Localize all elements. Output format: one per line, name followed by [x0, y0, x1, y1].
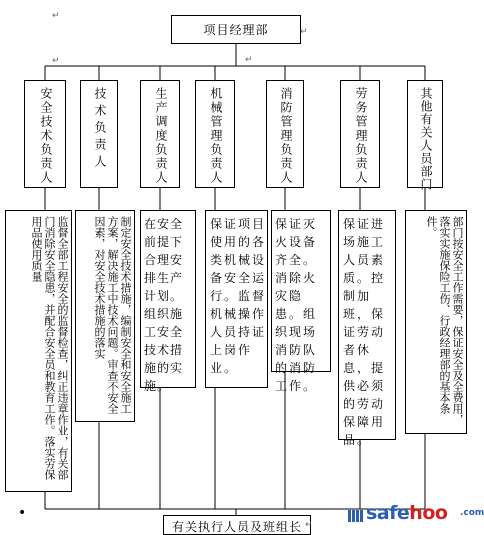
logo-stripes: [348, 510, 364, 522]
duty-text-fire: 保证灭火设备齐全。消除火灾隐患。组织现场消防队的消防工作。: [275, 217, 318, 393]
logo-brand-a: safe: [366, 502, 410, 524]
duty-box-others: [405, 210, 467, 434]
manager-label-fire: 消防管理负责人: [279, 87, 293, 185]
manager-box-labor: [340, 80, 380, 188]
manager-label-tech: 技术负责人: [93, 87, 107, 172]
manager-label-production: 生产调度负责人: [154, 87, 168, 185]
project-manager-label: 项目经理部: [203, 23, 269, 37]
safehoo-logo: [348, 500, 484, 530]
manager-label-machinery: 机械管理负责人: [209, 87, 223, 185]
executor-label: 有关执行人员及班组长: [171, 520, 302, 534]
duty-box-labor: [338, 210, 396, 447]
duty-text-tech: 制定安全技术措施，编制安全和安全施工方案，解决施工中技术问题。审查不安全因素，对安全技术措施的落实: [93, 216, 132, 414]
duty-text-safety-tech: 监督全部工程安全的监督检查，纠正违章作业，有关部门消除安全隐患，并配合安全员和教育工作。落实劳保用品使用质量: [30, 216, 69, 480]
logo-text: [366, 502, 447, 524]
duty-text-production: 在安全前提下合理安排生产计划。组织施工安全技术措施的实施。: [144, 217, 184, 393]
duty-box-production: [140, 210, 196, 393]
manager-label-safety-tech: 安全技术负责人: [39, 87, 53, 185]
paragraph-mark: •: [18, 505, 27, 521]
manager-box-others: [407, 80, 443, 191]
logo-suffix: .com: [460, 508, 484, 518]
manager-box-safety-tech: [24, 80, 66, 188]
paragraph-mark: ↵: [245, 55, 253, 65]
duty-text-others: 部门按安全工作需要，保证安全及全费用，落实实施保险工伤、行政经理部的基本条件。: [425, 216, 464, 425]
project-manager-box: [171, 15, 301, 44]
logo-brand-b: hoo: [409, 502, 448, 524]
duty-text-labor: 保证进场施工人员素质。控制加班，保证劳动者休息，提供必须的劳动保障用品。: [343, 217, 386, 447]
paragraph-mark: ↵: [52, 56, 60, 66]
duty-text-machinery: 保证项目使用的各类机械设备安全运行。监督机械操作人员持证上岗作业。: [210, 217, 267, 375]
duty-box-machinery: [205, 210, 268, 388]
manager-box-machinery: [195, 80, 235, 188]
manager-box-tech: [80, 80, 118, 188]
manager-box-fire: [266, 80, 304, 188]
duty-box-tech: [75, 210, 135, 422]
paragraph-mark: ↵: [305, 520, 313, 530]
paragraph-mark: ↵: [300, 27, 308, 37]
duty-box-safety-tech: [5, 210, 72, 492]
manager-label-others: 其他有关人员部门: [419, 87, 433, 191]
paragraph-mark: ↵: [52, 11, 60, 21]
manager-label-labor: 劳务管理负责人: [354, 87, 368, 185]
executor-box: [163, 515, 311, 535]
duty-box-fire: [271, 210, 331, 393]
manager-box-production: [140, 80, 180, 188]
